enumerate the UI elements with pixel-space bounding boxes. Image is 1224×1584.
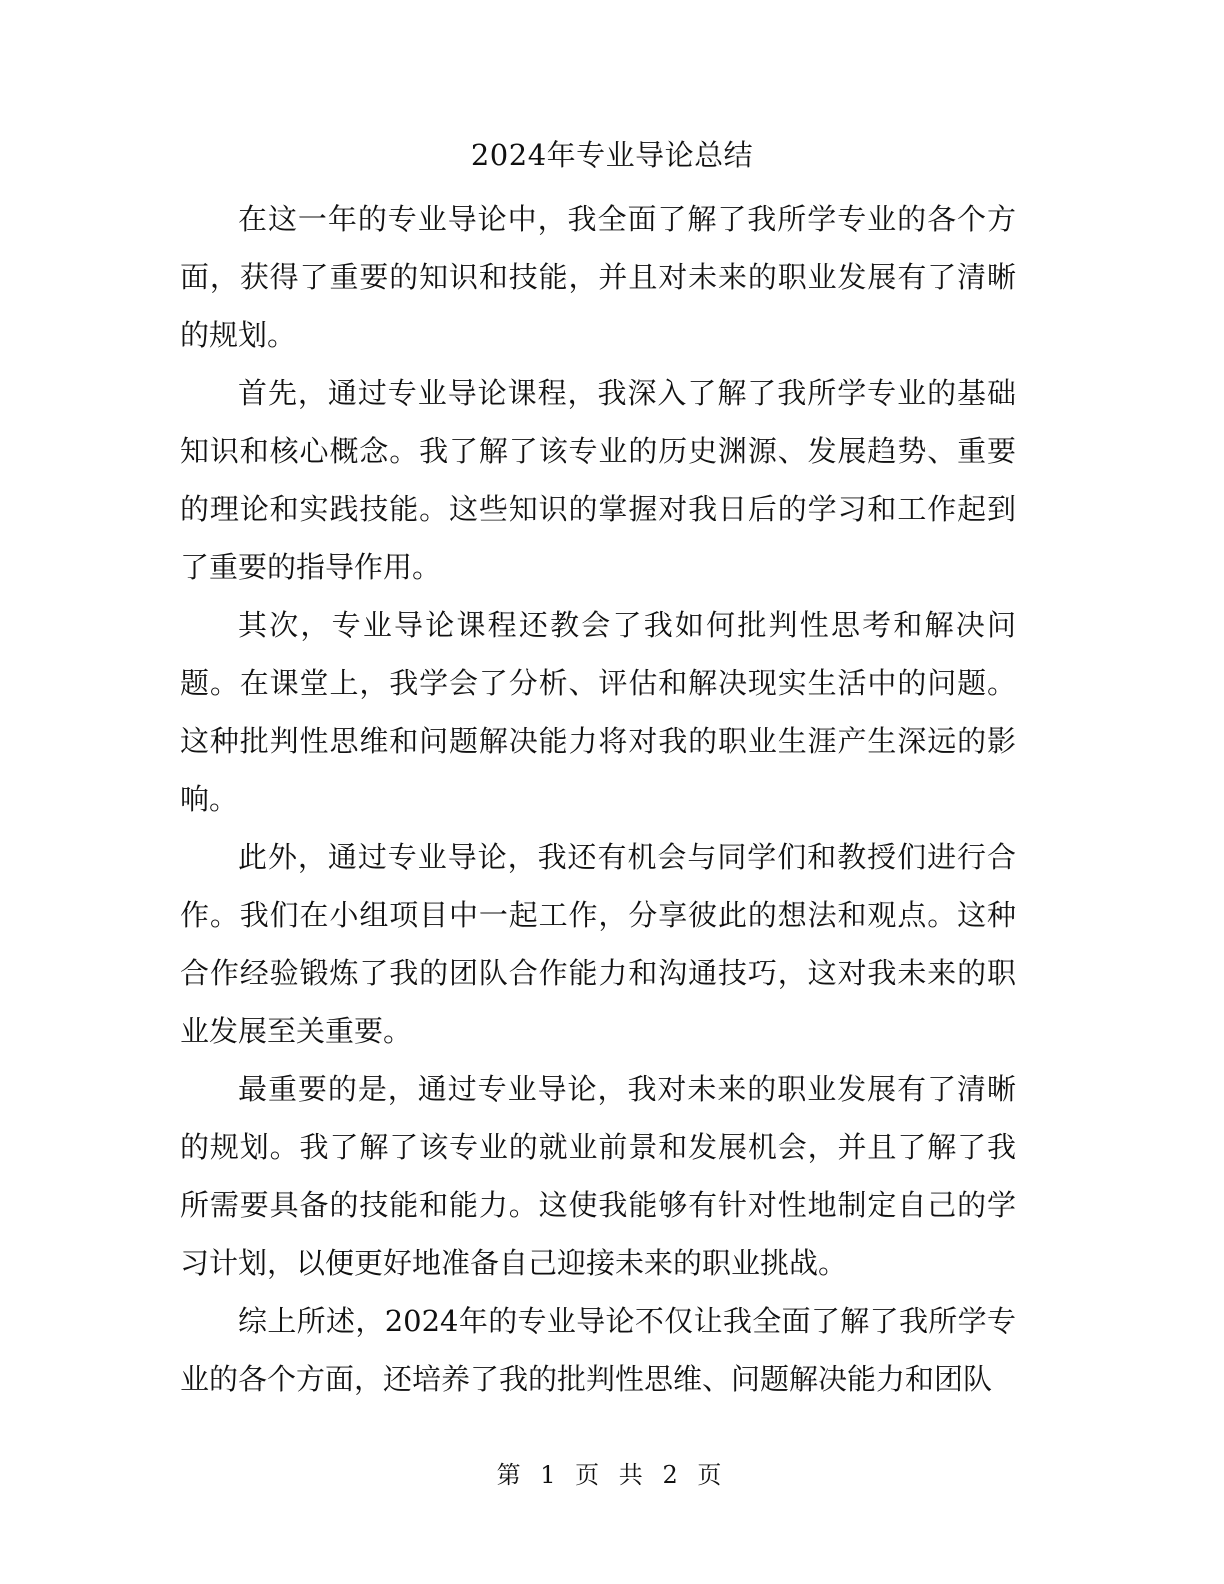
paragraph-summary: 综上所述，2024年的专业导论不仅让我全面了解了我所学专业的各个方面，还培养了我的批判性思维、问题解决能力和团队 <box>180 1304 1016 1396</box>
paragraph-second: 其次，专业导论课程还教会了我如何批判性思考和解决问题。在课堂上，我学会了分析、评估和解决现实生活中的问题。这种批判性思维和问题解决能力将对我的职业生涯产生深远的影响。 <box>180 608 1016 816</box>
paragraph-collaboration: 此外，通过专业导论，我还有机会与同学们和教授们进行合作。我们在小组项目中一起工作，分享彼此的想法和观点。这种合作经验锻炼了我的团队合作能力和沟通技巧，这对我未来的职业发展至关重要。 <box>180 840 1016 1048</box>
paragraph-first: 首先，通过专业导论课程，我深入了解了我所学专业的基础知识和核心概念。我了解了该专业的历史渊源、发展趋势、重要的理论和实践技能。这些知识的掌握对我日后的学习和工作起到了重要的指导作用。 <box>180 376 1016 584</box>
document-body <box>180 190 1016 1408</box>
paragraph-intro: 在这一年的专业导论中，我全面了解了我所学专业的各个方面，获得了重要的知识和技能，并且对未来的职业发展有了清晰的规划。 <box>180 202 1016 352</box>
document-title: 2024年专业导论总结 <box>470 138 754 172</box>
paragraph-career-planning: 最重要的是，通过专业导论，我对未来的职业发展有了清晰的规划。我了解了该专业的就业前景和发展机会，并且了解了我所需要具备的技能和能力。这使我能够有针对性地制定自己的学习计划，以便更好地准备自己迎接未来的职业挑战。 <box>180 1072 1016 1280</box>
page-footer: 第 1 页 共 2 页 <box>496 1461 728 1489</box>
